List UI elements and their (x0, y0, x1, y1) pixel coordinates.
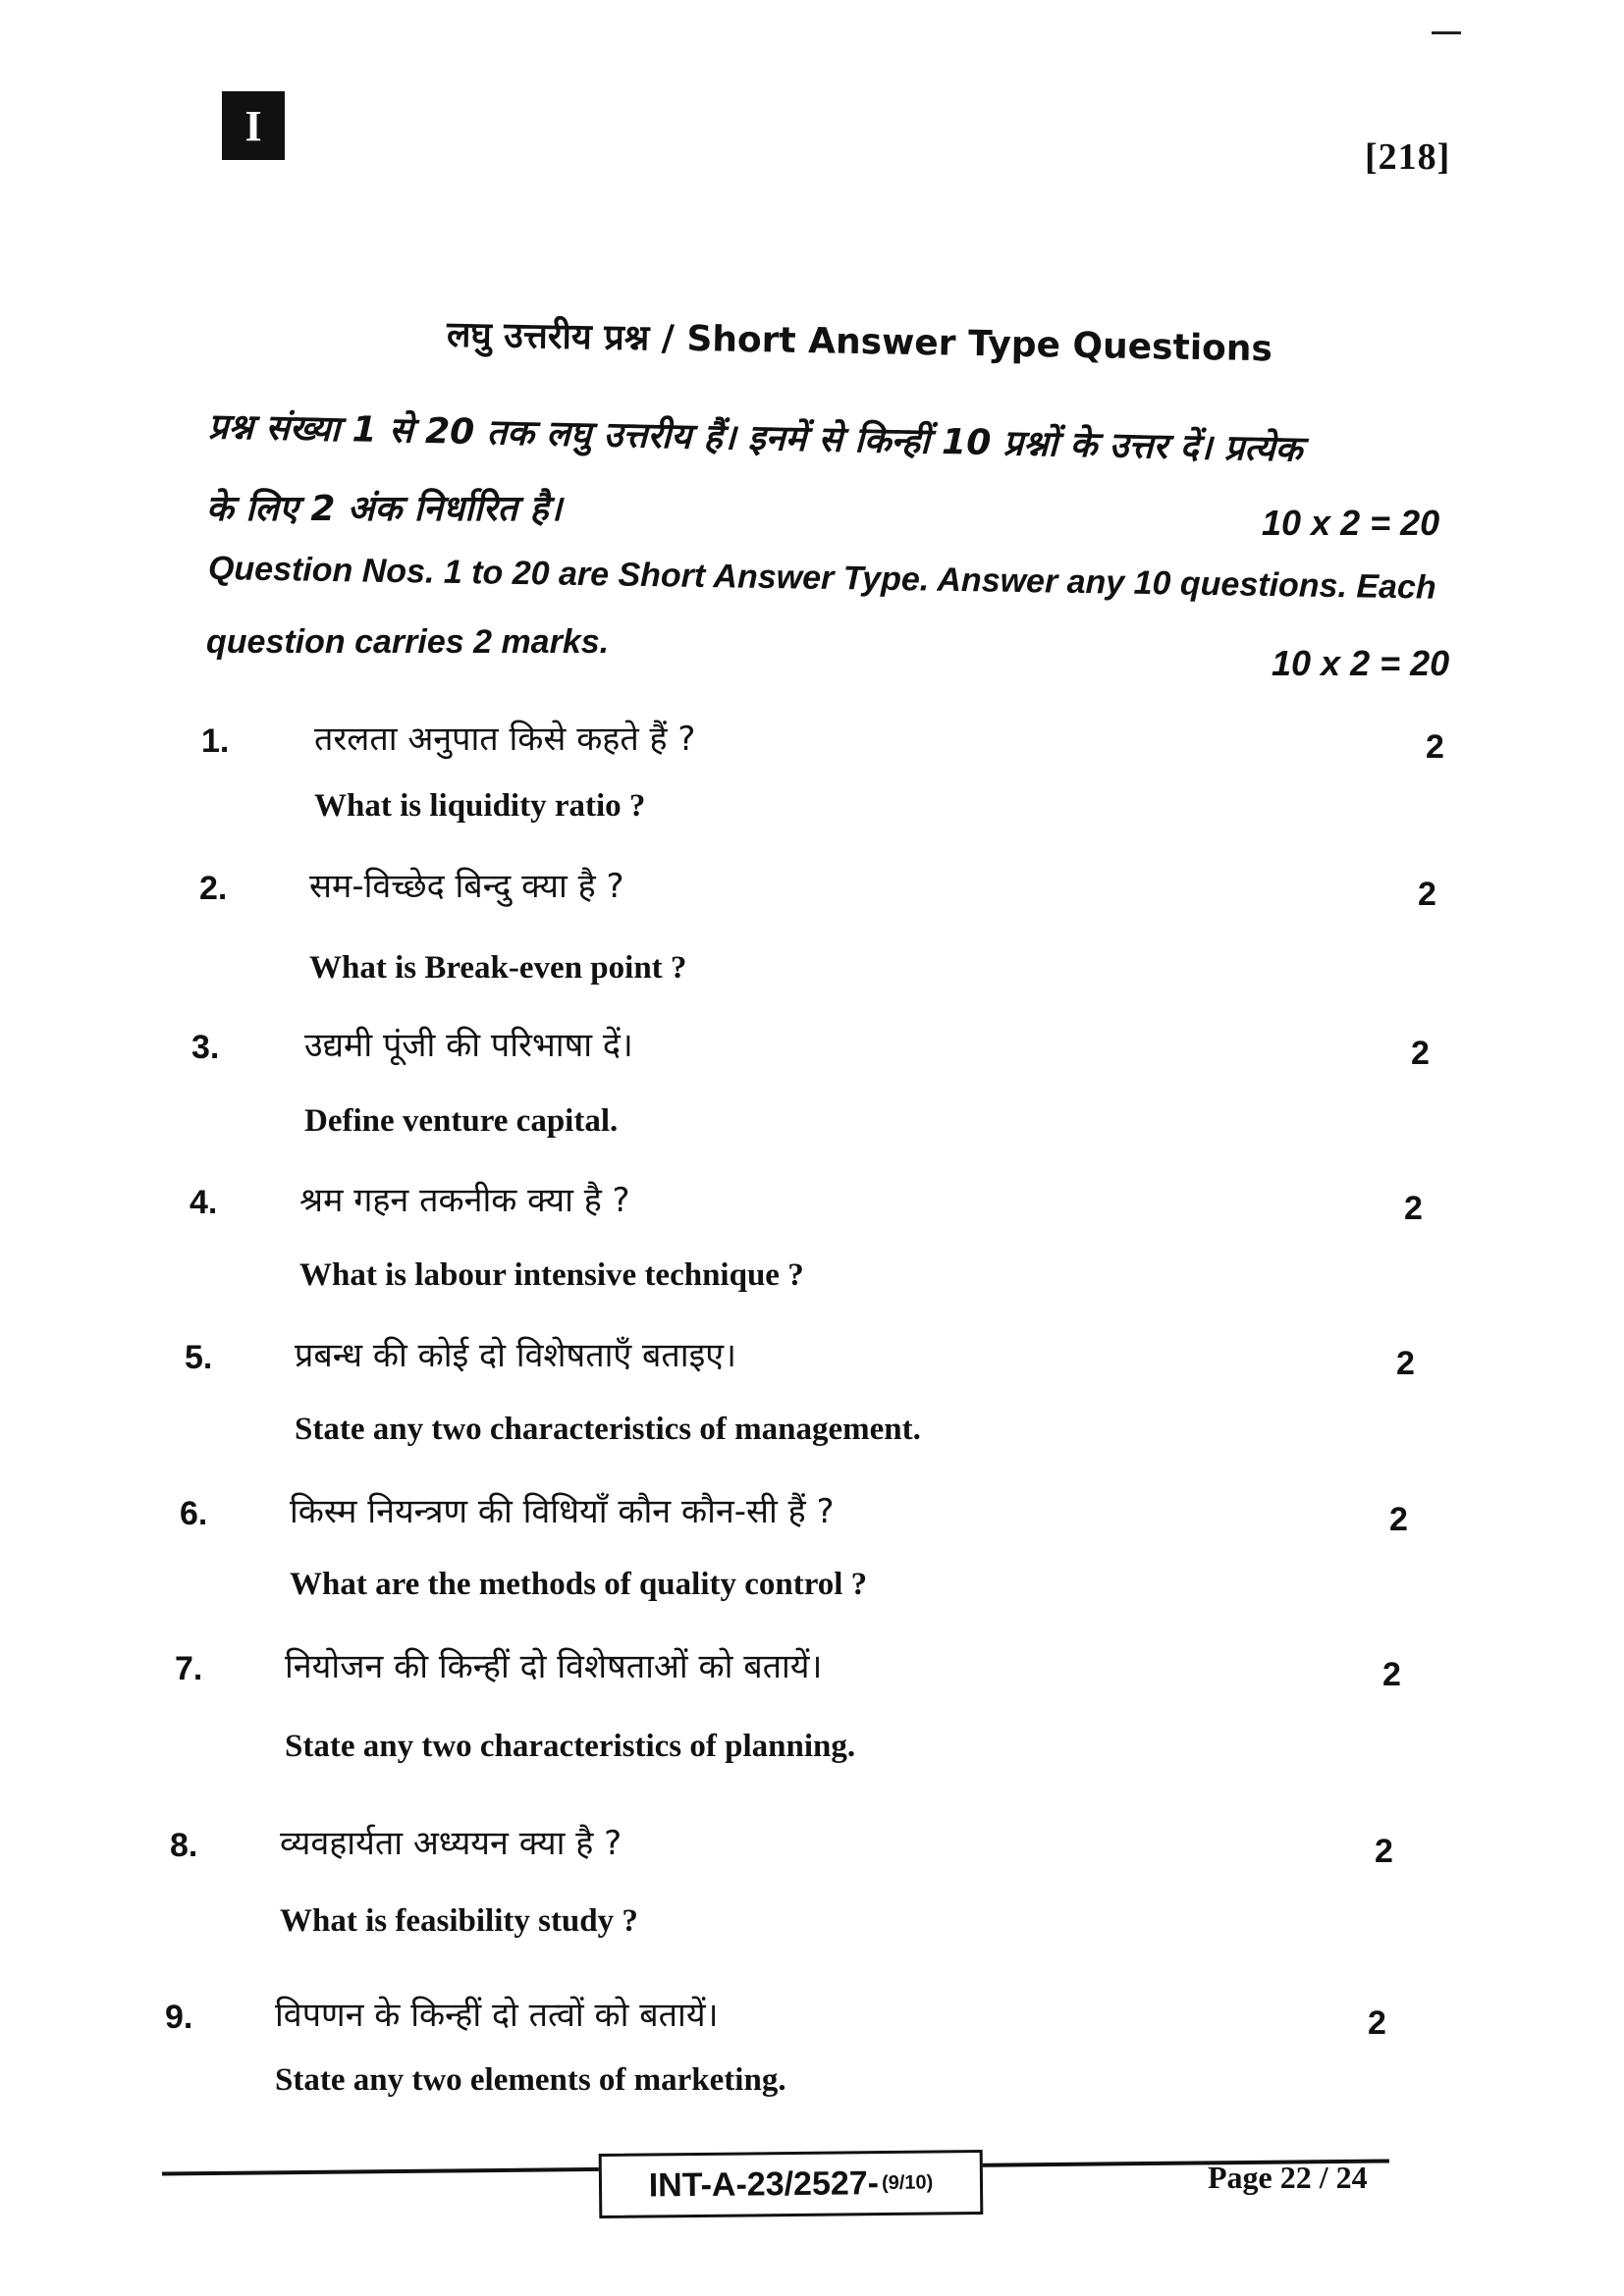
question-marks: 2 (1404, 1190, 1423, 1227)
instruction-hindi-line1: प्रश्न संख्या 1 से 20 तक लघु उत्तरीय हैं। इनमें से किन्हीं 10 प्रश्नों के उत्तर दें। प्रत्येक (207, 406, 1303, 470)
set-label-box: I (222, 91, 285, 160)
question-marks: 2 (1426, 728, 1444, 766)
question-text-english: What is Break-even point ? (309, 950, 687, 986)
question-marks: 2 (1396, 1345, 1415, 1382)
question-text-hindi: विपणन के किन्हीं दो तत्वों को बतायें। (275, 1996, 719, 2035)
question-text-english: What are the methods of quality control ? (290, 1567, 868, 1602)
question-marks: 2 (1375, 1833, 1393, 1870)
instruction-english-line1: Question Nos. 1 to 20 are Short Answer Type. Answer any 10 questions. Each (207, 550, 1436, 607)
question-text-english: What is feasibility study ? (280, 1903, 638, 1939)
question-number: 9. (165, 1999, 193, 2036)
page-number: Page 22 / 24 (1208, 2160, 1368, 2195)
footer-code-box (599, 2150, 984, 2218)
footer-code-suffix: (9/10) (881, 2170, 934, 2194)
question-text-hindi: सम-विच्छेद बिन्दु क्या है ? (309, 867, 624, 906)
question-marks: 2 (1389, 1501, 1408, 1538)
question-text-hindi: व्यवहार्यता अध्ययन क्या है ? (280, 1824, 623, 1863)
question-text-english: What is liquidity ratio ? (314, 788, 646, 824)
question-number: 3. (191, 1029, 220, 1066)
instruction-hindi-line2: के लिए 2 अंक निर्धारित है। (206, 489, 563, 529)
instruction-english-line2: question carries 2 marks. (206, 623, 610, 661)
question-marks: 2 (1411, 1035, 1430, 1072)
question-text-hindi: श्रम गहन तकनीक क्या है ? (299, 1181, 630, 1220)
question-text-hindi: प्रबन्ध की कोई दो विशेषताएँ बताइए। (295, 1336, 736, 1375)
question-marks: 2 (1382, 1656, 1401, 1693)
corner-mark (1432, 31, 1461, 34)
footer-code: INT-A-23/2527- (648, 2163, 880, 2205)
question-number: 2. (199, 870, 228, 907)
question-text-english: State any two characteristics of management. (295, 1412, 921, 1447)
instruction-english-marks: 10 x 2 = 20 (1272, 643, 1450, 683)
question-text-hindi: किस्म नियन्त्रण की विधियाँ कौन कौन-सी हैं ? (290, 1492, 835, 1531)
question-number: 7. (175, 1650, 203, 1687)
question-number: 4. (189, 1184, 218, 1221)
question-text-hindi: उद्यमी पूंजी की परिभाषा दें। (304, 1026, 633, 1065)
question-text-english: State any two elements of marketing. (275, 2062, 786, 2098)
question-marks: 2 (1368, 2004, 1386, 2042)
question-text-english: State any two characteristics of planning. (285, 1729, 856, 1764)
instruction-hindi-marks: 10 x 2 = 20 (1262, 503, 1440, 543)
paper-code: [218] (1365, 136, 1451, 178)
question-text-hindi: नियोजन की किन्हीं दो विशेषताओं को बतायें। (285, 1647, 823, 1686)
question-number: 5. (185, 1339, 213, 1376)
question-text-english: What is labour intensive technique ? (299, 1257, 804, 1293)
question-number: 1. (201, 722, 230, 760)
question-number: 6. (180, 1495, 208, 1532)
question-marks: 2 (1418, 876, 1436, 913)
question-text-english: Define venture capital. (304, 1103, 619, 1139)
question-text-hindi: तरलता अनुपात किसे कहते हैं ? (314, 720, 696, 759)
question-number: 8. (170, 1827, 198, 1864)
section-title: लघु उत्तरीय प्रश्न / Short Answer Type Questions (446, 314, 1273, 370)
